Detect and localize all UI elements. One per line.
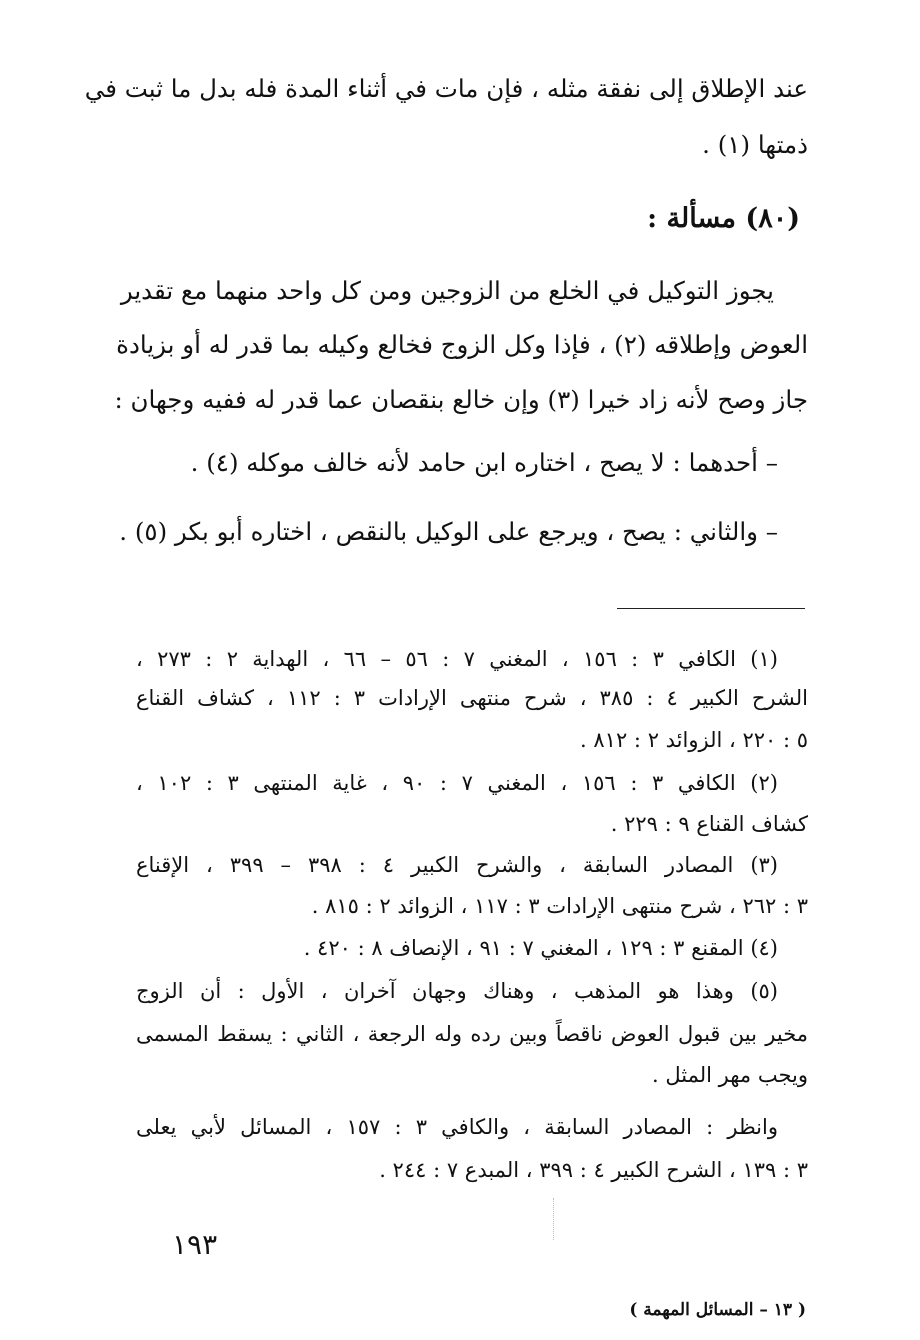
footnote-1-line-2: الشرح الكبير ٤ : ٣٨٥ ، شرح منتهى الإرادات ٣ : ١١٢ ، كشاف القناع <box>136 686 808 710</box>
paragraph-line-2: العوض وإطلاقه (٢) ، فإذا وكل الزوج فخالع وكيله بما قدر له أو بزيادة <box>116 330 808 359</box>
issue-heading: (٨٠) مسألة : <box>647 203 800 234</box>
footnote-5-line-1: (٥) وهذا هو المذهب ، وهناك وجهان آخران ، الأول : أن الزوج <box>136 979 778 1003</box>
footnote-5-line-2: مخير بين قبول العوض ناقصاً وبين رده وله الرجعة ، الثاني : يسقط المسمى <box>136 1022 808 1046</box>
footnote-4: (٤) المقنع ٣ : ١٢٩ ، المغني ٧ : ٩١ ، الإنصاف ٨ : ٤٢٠ . <box>303 936 778 960</box>
paragraph-line-3: جاز وصح لأنه زاد خيرا (٣) وإن خالع بنقصان عما قدر له ففيه وجهان : <box>114 385 808 414</box>
paragraph-line-1: يجوز التوكيل في الخلع من الزوجين ومن كل واحد منهما مع تقدير <box>120 276 774 305</box>
body-line-1: عند الإطلاق إلى نفقة مثله ، فإن مات في أثناء المدة فله بدل ما ثبت في <box>84 74 808 103</box>
footnote-1-line-1: (١) الكافي ٣ : ١٥٦ ، المغني ٧ : ٥٦ – ٦٦ ، الهداية ٢ : ٢٧٣ ، <box>136 647 778 671</box>
footnote-2-line-1: (٢) الكافي ٣ : ١٥٦ ، المغني ٧ : ٩٠ ، غاية المنتهى ٣ : ١٠٢ ، <box>136 771 778 795</box>
body-line-2: ذمتها (١) . <box>702 130 808 159</box>
footnote-see-also-line-1: وانظر : المصادر السابقة ، والكافي ٣ : ١٥٧ ، المسائل لأبي يعلى <box>136 1115 778 1139</box>
option-line-2: – والثاني : يصح ، ويرجع على الوكيل بالنقص ، اختاره أبو بكر (٥) . <box>119 517 778 546</box>
signature-mark: ( ١٣ – المسائل المهمة ) <box>629 1300 806 1320</box>
page-number: ١٩٣ <box>172 1228 218 1261</box>
footnote-2-line-2: كشاف القناع ٩ : ٢٢٩ . <box>610 812 808 836</box>
footnote-separator <box>617 608 805 609</box>
footnote-3-line-1: (٣) المصادر السابقة ، والشرح الكبير ٤ : ٣٩٨ – ٣٩٩ ، الإقناع <box>136 853 778 877</box>
footnote-5-line-3: ويجب مهر المثل . <box>652 1063 808 1087</box>
footnote-1-line-3: ٥ : ٢٢٠ ، الزوائد ٢ : ٨١٢ . <box>580 728 808 752</box>
footnote-see-also-line-2: ٣ : ١٣٩ ، الشرح الكبير ٤ : ٣٩٩ ، المبدع ٧ : ٢٤٤ . <box>379 1158 808 1182</box>
footnote-3-line-2: ٣ : ٢٦٢ ، شرح منتهى الإرادات ٣ : ١١٧ ، الزوائد ٢ : ٨١٥ . <box>311 894 808 918</box>
scan-speck <box>553 1198 555 1240</box>
option-line-1: – أحدهما : لا يصح ، اختاره ابن حامد لأنه خالف موكله (٤) . <box>190 448 778 477</box>
